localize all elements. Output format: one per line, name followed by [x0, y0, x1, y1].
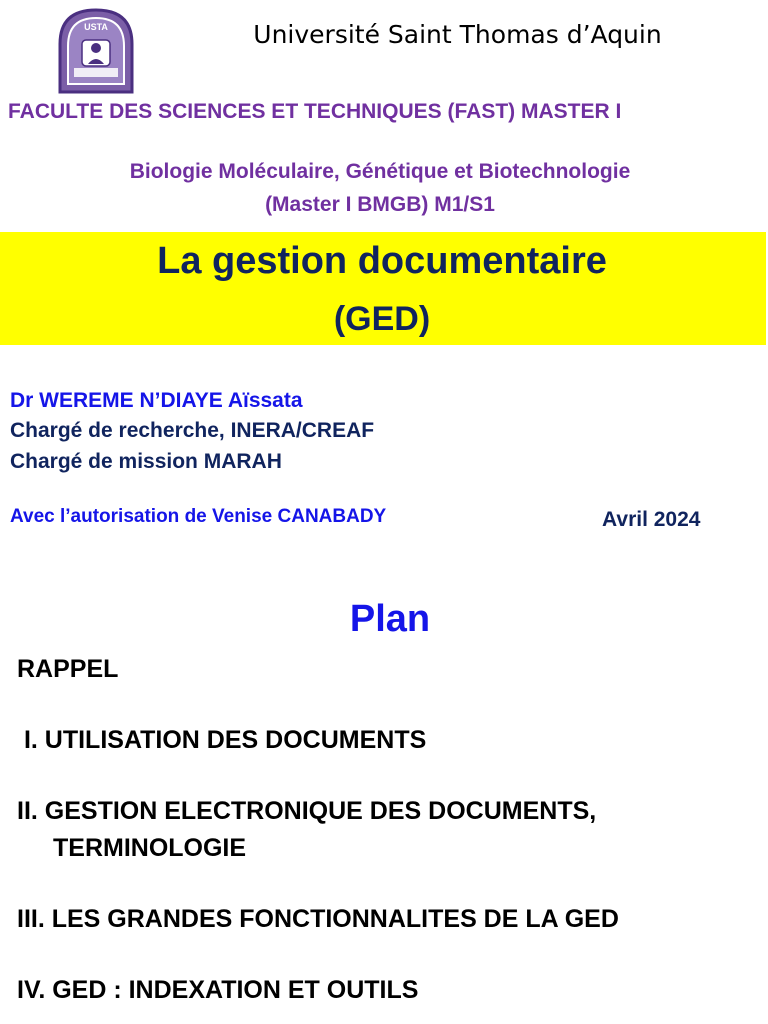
author-role-2: Chargé de mission MARAH — [10, 450, 282, 473]
faculty-text: FACULTE DES SCIENCES ET TECHNIQUES (FAST) MASTER I — [8, 100, 622, 123]
plan-item-1: I. UTILISATION DES DOCUMENTS — [17, 726, 427, 754]
faculty-line — [0, 100, 768, 126]
program-line-2: (Master I BMGB) M1/S1 — [265, 193, 495, 216]
author-role-1: Chargé de recherche, INERA/CREAF — [10, 419, 375, 442]
program-line-1: Biologie Moléculaire, Génétique et Biotechnologie — [129, 160, 631, 183]
presentation-subtitle: (GED) — [333, 300, 431, 338]
university-name: Université Saint Thomas d’Aquin — [253, 20, 662, 49]
presentation-date: Avril 2024 — [602, 508, 701, 531]
plan-item-2-continued: TERMINOLOGIE — [53, 834, 247, 862]
university-logo — [54, 6, 138, 102]
author-name: Dr WEREME N’DIAYE Aïssata — [10, 389, 303, 412]
plan-heading: Plan — [349, 598, 431, 640]
plan-item-3: III. LES GRANDES FONCTIONNALITES DE LA GED — [17, 905, 619, 933]
permission-note: Avec l’autorisation de Venise CANABADY — [10, 506, 387, 527]
plan-item-4: IV. GED : INDEXATION ET OUTILS — [17, 976, 419, 1004]
presentation-title: La gestion documentaire — [157, 240, 607, 282]
svg-text:USTA: USTA — [84, 22, 108, 32]
plan-item-2: II. GESTION ELECTRONIQUE DES DOCUMENTS, — [17, 797, 597, 825]
plan-item-rappel: RAPPEL — [17, 655, 119, 683]
